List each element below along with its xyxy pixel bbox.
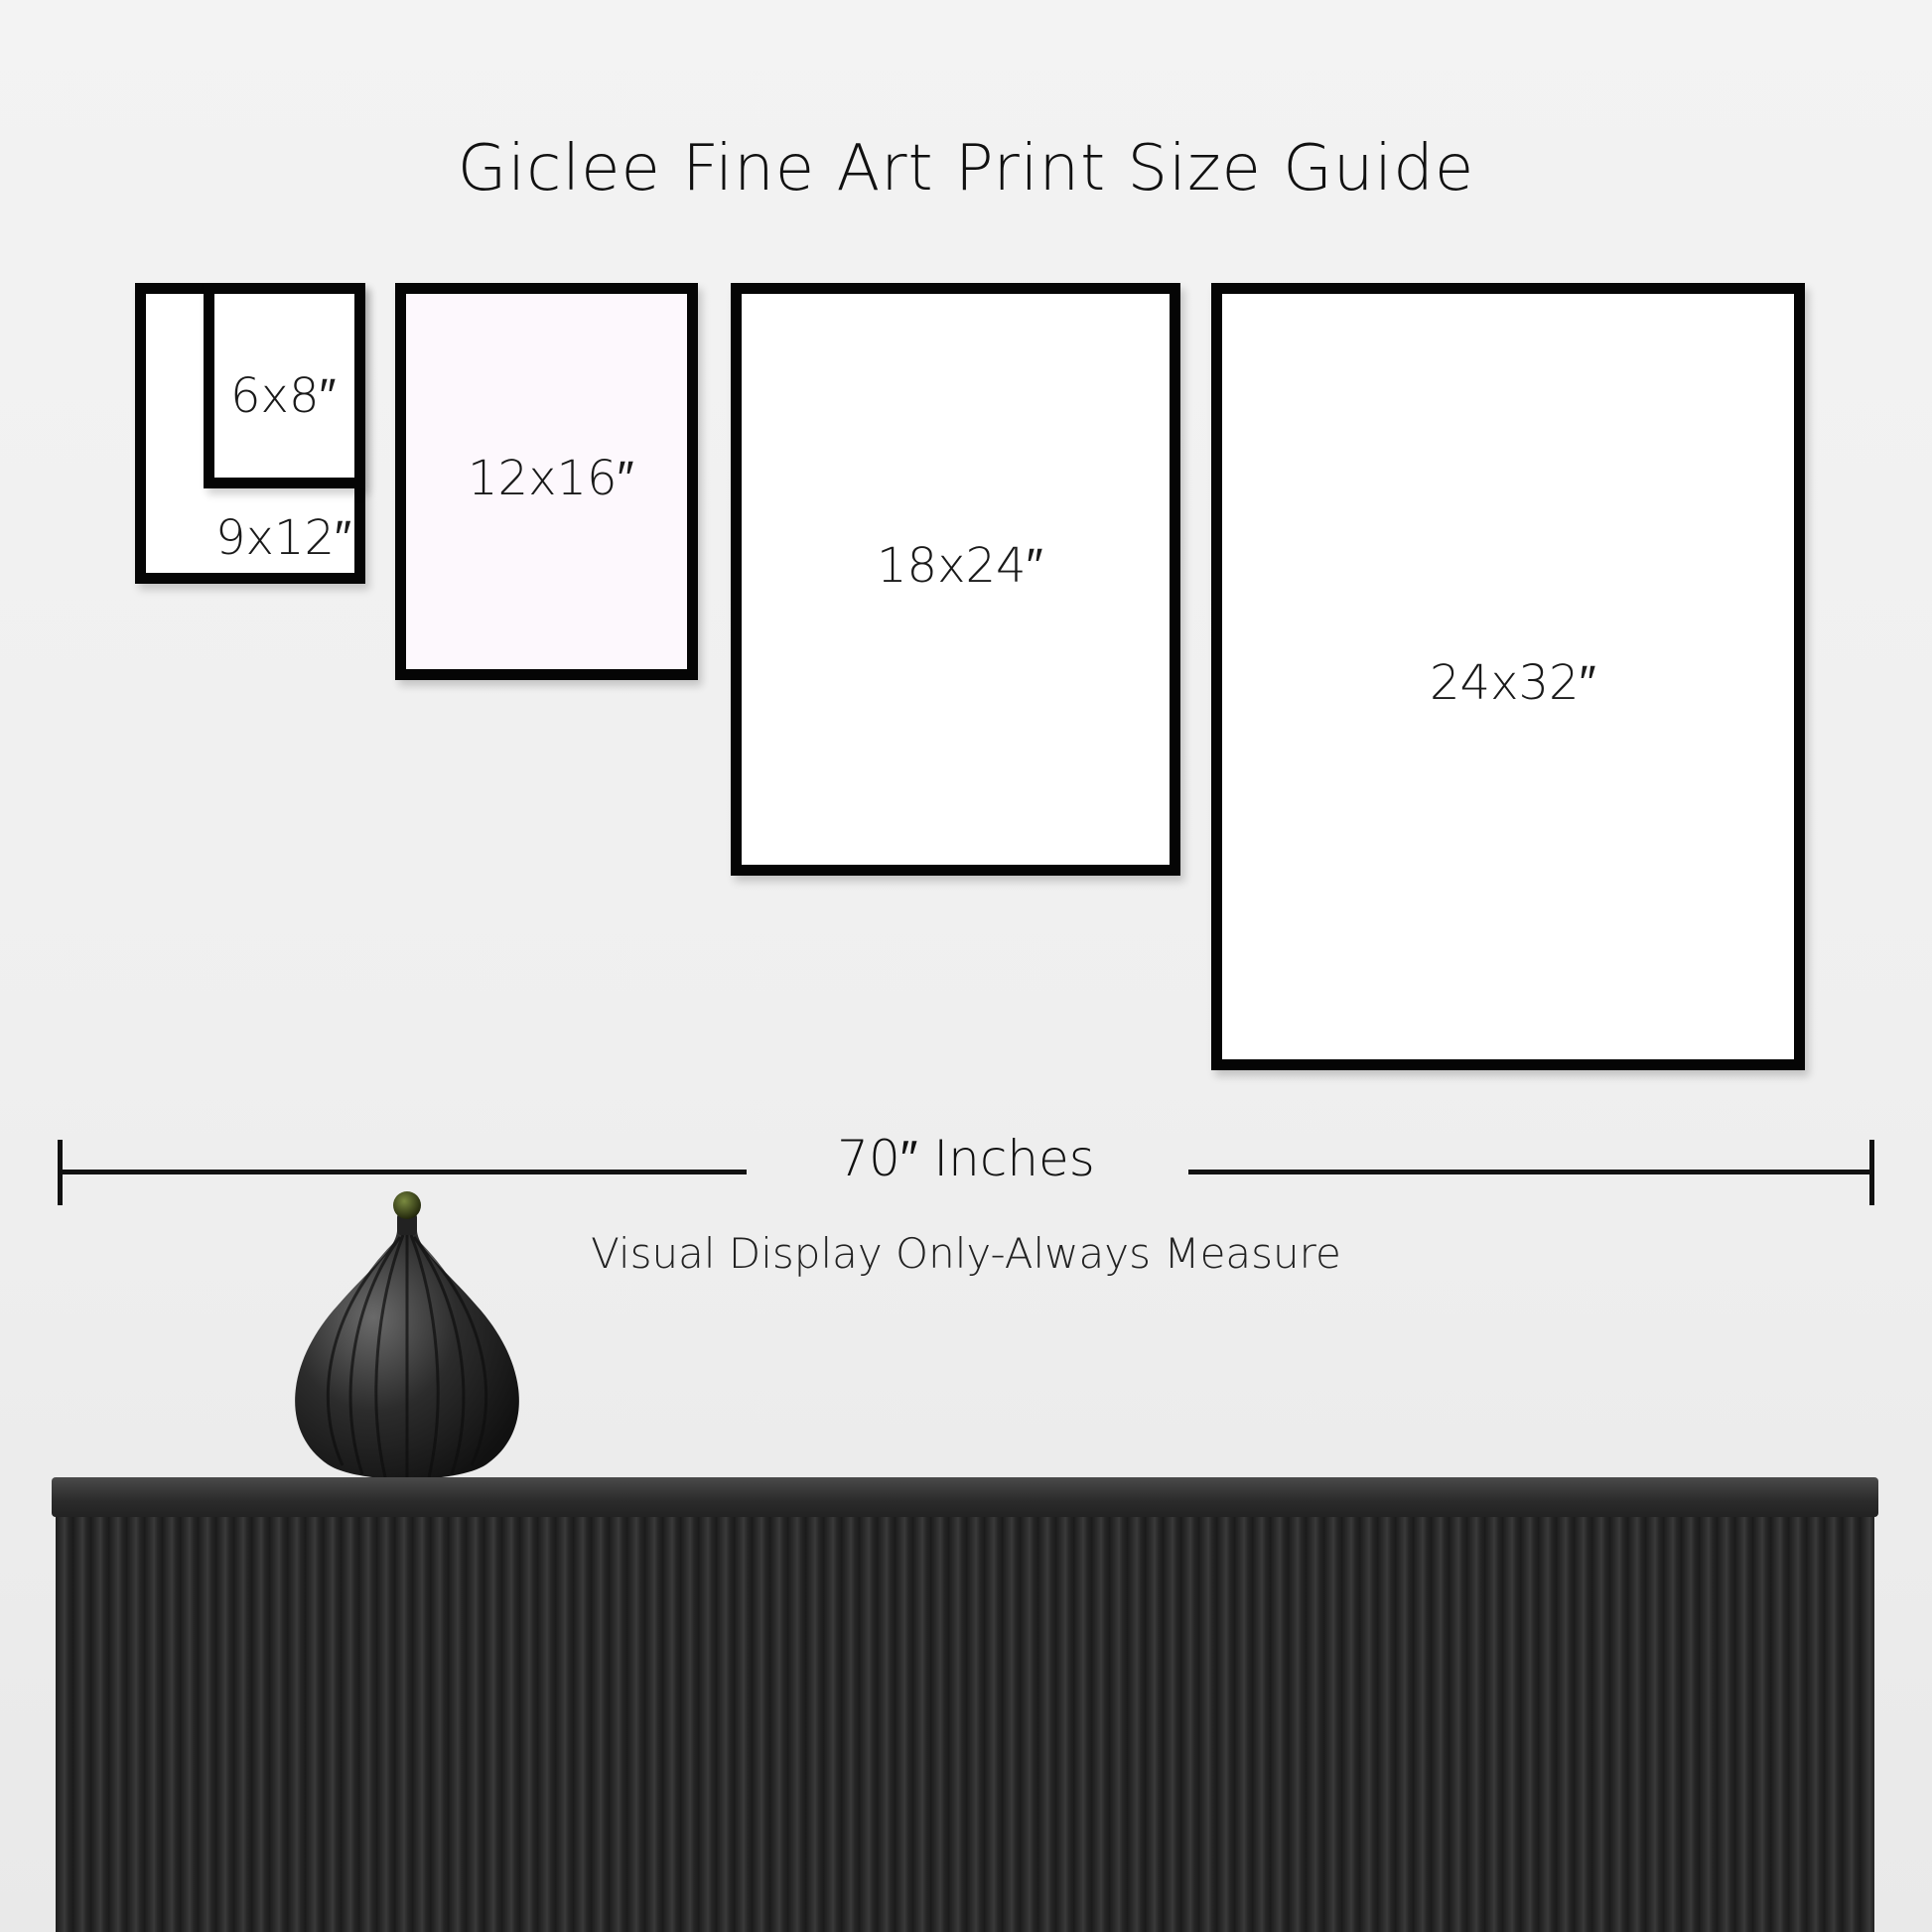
sideboard-top: [52, 1477, 1878, 1517]
size-label-18x24: 18x24″: [877, 538, 1043, 594]
sideboard-body: [56, 1517, 1874, 1932]
vase-illustration: [268, 1172, 546, 1499]
size-label-24x32: 24x32″: [1430, 655, 1596, 711]
frame-18x24: [731, 283, 1180, 876]
frame-24x32: [1211, 283, 1805, 1070]
measurement-label: 70″ Inches: [837, 1130, 1095, 1187]
disclaimer-text: Visual Display Only-Always Measure: [591, 1229, 1341, 1278]
size-label-12x16: 12x16″: [468, 451, 634, 506]
size-label-9x12: 9x12″: [215, 510, 352, 566]
page-title: Giclee Fine Art Print Size Guide: [457, 132, 1475, 206]
frame-6x8: [204, 283, 365, 488]
frame-12x16: [395, 283, 698, 680]
size-label-6x8: 6x8″: [230, 368, 337, 424]
